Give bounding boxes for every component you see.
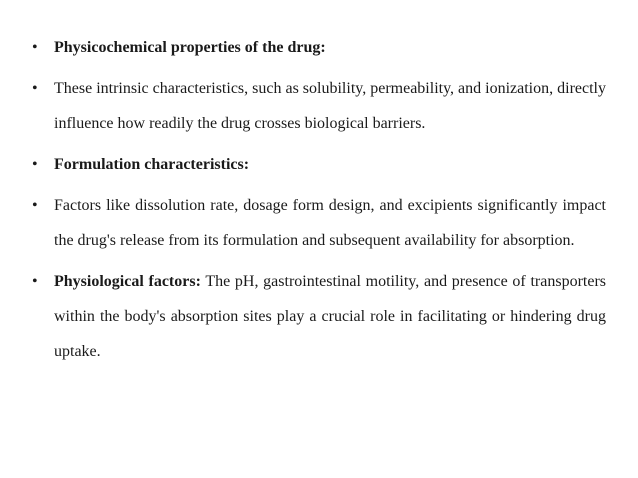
- bullet-list: [32, 30, 606, 369]
- bullet-point-icon: •: [32, 273, 38, 290]
- bullet-item-intrinsic-characteristics: [32, 71, 606, 141]
- bullet-item-formulation-factors: [32, 188, 606, 258]
- bullet-lead: Physicochemical properties of the drug:: [54, 39, 326, 56]
- bullet-lead: Physiological factors:: [54, 273, 201, 290]
- bullet-text: These intrinsic characteristics, such as solubility, permeability, and ionization, directly influence how readily the drug crosses biological barriers.: [54, 80, 606, 132]
- bullet-item-formulation-heading: [32, 147, 606, 182]
- bullet-point-icon: •: [32, 80, 38, 97]
- bullet-lead: Formulation characteristics:: [54, 156, 250, 173]
- bullet-point-icon: •: [32, 156, 38, 173]
- bullet-item-physicochemical-heading: [32, 30, 606, 65]
- bullet-text: The pH, gastrointestinal motility, and presence of transporters within the body's absorption sites play a crucial role in facilitating or hindering drug uptake.: [54, 273, 606, 360]
- bullet-text: Factors like dissolution rate, dosage form design, and excipients significantly impact the drug's release from its formulation and subsequent availability for absorption.: [54, 197, 606, 249]
- bullet-point-icon: •: [32, 197, 38, 214]
- bullet-point-icon: •: [32, 39, 38, 56]
- bullet-item-physiological-factors: [32, 264, 606, 369]
